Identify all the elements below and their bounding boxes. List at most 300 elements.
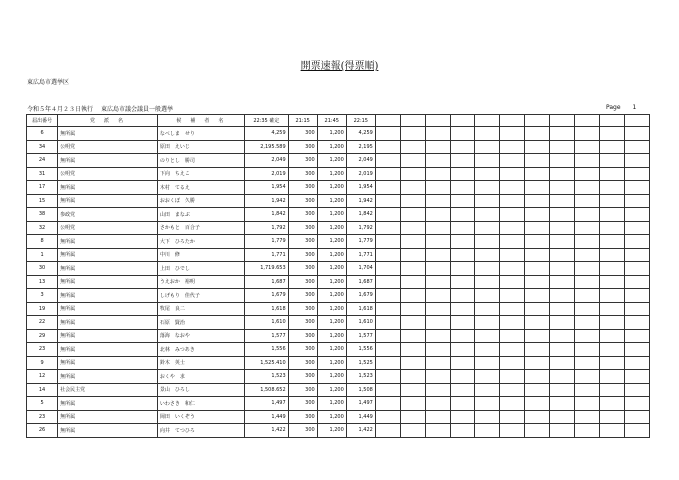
votes-2115-cell: 300 [288,424,317,438]
empty-cell [550,370,575,384]
votes-2215-cell: 1,523 [346,370,375,384]
number-cell: 38 [27,208,58,222]
empty-cell [400,208,425,222]
empty-cell [575,370,600,384]
votes-2145-cell: 1,200 [317,329,346,343]
empty-cell [599,221,624,235]
candidate-cell: しげもり 佳代子 [157,289,244,303]
votes-2145-cell: 1,200 [317,410,346,424]
empty-cell [599,329,624,343]
empty-cell [525,410,550,424]
votes-2115-cell: 300 [288,397,317,411]
election-date: 令和５年４月２３日執行 [27,106,94,113]
empty-cell [450,329,475,343]
table-row [27,302,650,316]
table-row [27,194,650,208]
party-cell: 無所属 [58,316,158,330]
empty-cell [375,248,400,262]
empty-cell [550,262,575,276]
candidate-cell: おおくぼ 久勝 [157,194,244,208]
empty-cell [575,235,600,249]
empty-cell [425,140,450,154]
empty-cell [400,329,425,343]
votes-2115-cell: 300 [288,289,317,303]
results-table [26,114,650,438]
votes-2115-cell: 300 [288,343,317,357]
empty-cell [425,127,450,141]
empty-cell [375,302,400,316]
votes-2145-cell: 1,200 [317,275,346,289]
votes-final-cell: 1,719.653 [245,262,289,276]
votes-final-cell: 1,771 [245,248,289,262]
empty-cell [624,343,649,357]
empty-cell [450,302,475,316]
party-cell: 無所属 [58,235,158,249]
report-title [0,57,679,72]
empty-cell [599,316,624,330]
votes-2215-cell: 1,508 [346,383,375,397]
candidate-cell: 岡田 いくぞう [157,410,244,424]
empty-cell [525,262,550,276]
empty-cell [599,235,624,249]
empty-cell [500,424,525,438]
empty-cell [450,154,475,168]
table-row [27,167,650,181]
empty-cell [525,370,550,384]
empty-cell [475,329,500,343]
votes-final-cell: 1,577 [245,329,289,343]
votes-2115-cell: 300 [288,208,317,222]
votes-final-cell: 1,422 [245,424,289,438]
votes-2215-cell: 2,195 [346,140,375,154]
votes-2145-cell: 1,200 [317,248,346,262]
votes-final-cell: 2,049 [245,154,289,168]
empty-cell [400,235,425,249]
votes-final-cell: 2,195.589 [245,140,289,154]
party-cell: 無所属 [58,154,158,168]
empty-cell [575,221,600,235]
empty-cell [550,410,575,424]
empty-cell [500,316,525,330]
party-cell: 無所属 [58,262,158,276]
empty-cell [575,275,600,289]
empty-cell [500,167,525,181]
empty-cell [575,383,600,397]
empty-cell [400,140,425,154]
empty-cell [475,410,500,424]
empty-cell [525,302,550,316]
party-cell: 公明党 [58,167,158,181]
votes-2115-cell: 300 [288,302,317,316]
empty-cell [550,316,575,330]
votes-2215-cell: 1,556 [346,343,375,357]
party-cell: 公明党 [58,140,158,154]
candidate-cell: 下向 ちえこ [157,167,244,181]
empty-cell [425,154,450,168]
header-empty [425,115,450,127]
empty-cell [575,356,600,370]
empty-cell [400,248,425,262]
votes-2215-cell: 1,779 [346,235,375,249]
empty-cell [525,356,550,370]
votes-2115-cell: 300 [288,383,317,397]
empty-cell [525,424,550,438]
empty-cell [550,194,575,208]
votes-final-cell: 1,792 [245,221,289,235]
header-empty [525,115,550,127]
votes-2115-cell: 300 [288,181,317,195]
empty-cell [624,140,649,154]
number-cell: 17 [27,181,58,195]
number-cell: 8 [27,235,58,249]
empty-cell [400,262,425,276]
empty-cell [550,424,575,438]
party-cell: 無所属 [58,289,158,303]
empty-cell [475,167,500,181]
empty-cell [375,383,400,397]
table-row [27,181,650,195]
empty-cell [450,248,475,262]
votes-2215-cell: 1,954 [346,181,375,195]
number-cell: 23 [27,410,58,424]
party-cell: 無所属 [58,424,158,438]
number-cell: 3 [27,289,58,303]
empty-cell [450,262,475,276]
votes-2145-cell: 1,200 [317,383,346,397]
number-cell: 32 [27,221,58,235]
number-cell: 6 [27,127,58,141]
empty-cell [450,208,475,222]
votes-2215-cell: 1,687 [346,275,375,289]
candidate-cell: 中川 修 [157,248,244,262]
empty-cell [475,343,500,357]
empty-cell [500,194,525,208]
empty-cell [575,167,600,181]
empty-cell [450,275,475,289]
header-time-2115: 21:15 [288,115,317,127]
empty-cell [425,302,450,316]
empty-cell [375,127,400,141]
empty-cell [475,194,500,208]
empty-cell [550,154,575,168]
votes-final-cell: 1,942 [245,194,289,208]
number-cell: 30 [27,262,58,276]
empty-cell [550,235,575,249]
empty-cell [375,208,400,222]
empty-cell [500,302,525,316]
empty-cell [624,383,649,397]
empty-cell [425,329,450,343]
empty-cell [450,127,475,141]
header-empty [400,115,425,127]
votes-final-cell: 1,508.652 [245,383,289,397]
header-empty [624,115,649,127]
votes-2145-cell: 1,200 [317,316,346,330]
party-cell: 無所属 [58,302,158,316]
table-row [27,383,650,397]
empty-cell [475,181,500,195]
empty-cell [400,316,425,330]
empty-cell [425,397,450,411]
empty-cell [575,302,600,316]
votes-2115-cell: 300 [288,140,317,154]
empty-cell [425,235,450,249]
candidate-cell: 落海 なおや [157,329,244,343]
votes-2215-cell: 1,618 [346,302,375,316]
empty-cell [525,397,550,411]
candidate-cell: 石原 賢治 [157,316,244,330]
empty-cell [375,167,400,181]
votes-final-cell: 1,525.410 [245,356,289,370]
empty-cell [375,397,400,411]
empty-cell [624,302,649,316]
empty-cell [450,235,475,249]
empty-cell [475,262,500,276]
empty-cell [375,140,400,154]
empty-cell [375,235,400,249]
votes-2145-cell: 1,200 [317,194,346,208]
party-cell: 無所属 [58,127,158,141]
votes-2215-cell: 1,792 [346,221,375,235]
empty-cell [375,221,400,235]
empty-cell [575,127,600,141]
empty-cell [525,127,550,141]
empty-cell [450,383,475,397]
votes-final-cell: 1,842 [245,208,289,222]
empty-cell [450,221,475,235]
table-row [27,275,650,289]
party-cell: 無所属 [58,194,158,208]
empty-cell [550,397,575,411]
empty-cell [525,208,550,222]
empty-cell [575,140,600,154]
party-cell: 参政党 [58,208,158,222]
votes-final-cell: 1,687 [245,275,289,289]
votes-2215-cell: 1,525 [346,356,375,370]
header-time-final: 22:35 確定 [245,115,289,127]
party-cell: 無所属 [58,343,158,357]
party-cell: 無所属 [58,410,158,424]
empty-cell [624,370,649,384]
votes-2145-cell: 1,200 [317,181,346,195]
number-cell: 31 [27,167,58,181]
empty-cell [500,181,525,195]
empty-cell [550,329,575,343]
votes-2115-cell: 300 [288,154,317,168]
empty-cell [475,221,500,235]
empty-cell [599,410,624,424]
empty-cell [599,181,624,195]
empty-cell [500,410,525,424]
empty-cell [550,302,575,316]
table-row [27,343,650,357]
empty-cell [575,329,600,343]
empty-cell [550,221,575,235]
table-row [27,329,650,343]
empty-cell [575,343,600,357]
empty-cell [599,208,624,222]
empty-cell [400,356,425,370]
candidate-cell: 上田 ひでし [157,262,244,276]
empty-cell [425,275,450,289]
party-cell: 公明党 [58,221,158,235]
empty-cell [624,154,649,168]
empty-cell [599,302,624,316]
header-empty [550,115,575,127]
empty-cell [450,397,475,411]
empty-cell [624,329,649,343]
empty-cell [525,316,550,330]
empty-cell [624,289,649,303]
empty-cell [425,410,450,424]
empty-cell [375,154,400,168]
empty-cell [375,424,400,438]
empty-cell [475,397,500,411]
votes-2215-cell: 1,577 [346,329,375,343]
empty-cell [425,167,450,181]
empty-cell [575,262,600,276]
empty-cell [450,167,475,181]
table-row [27,262,650,276]
header-time-2215: 22:15 [346,115,375,127]
votes-2215-cell: 4,259 [346,127,375,141]
empty-cell [624,127,649,141]
district-label: 東広島市選挙区 [27,79,70,86]
candidate-cell: さかもと 百合子 [157,221,244,235]
empty-cell [500,370,525,384]
number-cell: 22 [27,316,58,330]
table-header-row [27,115,650,127]
header-empty [599,115,624,127]
header-empty [375,115,400,127]
empty-cell [425,424,450,438]
empty-cell [500,208,525,222]
header-empty [450,115,475,127]
empty-cell [599,397,624,411]
votes-final-cell: 1,556 [245,343,289,357]
votes-2215-cell: 1,942 [346,194,375,208]
votes-2145-cell: 1,200 [317,208,346,222]
table-row [27,316,650,330]
empty-cell [599,127,624,141]
empty-cell [400,154,425,168]
empty-cell [475,424,500,438]
votes-2115-cell: 300 [288,194,317,208]
empty-cell [624,410,649,424]
votes-final-cell: 1,618 [245,302,289,316]
empty-cell [550,167,575,181]
empty-cell [599,289,624,303]
page-label: Page [606,104,621,111]
empty-cell [550,275,575,289]
empty-cell [500,127,525,141]
empty-cell [375,316,400,330]
votes-2215-cell: 1,704 [346,262,375,276]
candidate-cell: 鈴木 英士 [157,356,244,370]
empty-cell [599,248,624,262]
empty-cell [400,221,425,235]
empty-cell [599,370,624,384]
empty-cell [525,383,550,397]
empty-cell [425,383,450,397]
empty-cell [400,370,425,384]
empty-cell [550,248,575,262]
empty-cell [575,248,600,262]
table-row [27,127,650,141]
table-row [27,410,650,424]
empty-cell [375,262,400,276]
votes-final-cell: 1,523 [245,370,289,384]
empty-cell [525,275,550,289]
votes-2145-cell: 1,200 [317,167,346,181]
header-empty [500,115,525,127]
empty-cell [500,329,525,343]
empty-cell [450,194,475,208]
party-cell: 無所属 [58,275,158,289]
number-cell: 12 [27,370,58,384]
empty-cell [624,194,649,208]
empty-cell [400,424,425,438]
votes-2215-cell: 1,610 [346,316,375,330]
empty-cell [575,316,600,330]
votes-2115-cell: 300 [288,127,317,141]
empty-cell [525,235,550,249]
candidate-cell: おくや 求 [157,370,244,384]
votes-2115-cell: 300 [288,316,317,330]
votes-2115-cell: 300 [288,235,317,249]
empty-cell [475,370,500,384]
votes-2115-cell: 300 [288,410,317,424]
candidate-cell: いわさき 和仁 [157,397,244,411]
candidate-cell: のりとし 勝司 [157,154,244,168]
number-cell: 29 [27,329,58,343]
candidate-cell: 大下 ひろたか [157,235,244,249]
empty-cell [475,248,500,262]
empty-cell [500,356,525,370]
empty-cell [624,221,649,235]
empty-cell [400,343,425,357]
votes-final-cell: 2,019 [245,167,289,181]
votes-final-cell: 1,679 [245,289,289,303]
empty-cell [525,329,550,343]
empty-cell [425,316,450,330]
votes-2215-cell: 1,422 [346,424,375,438]
votes-final-cell: 4,259 [245,127,289,141]
empty-cell [475,154,500,168]
header-empty [475,115,500,127]
number-cell: 15 [27,194,58,208]
empty-cell [450,181,475,195]
number-cell: 1 [27,248,58,262]
number-cell: 5 [27,397,58,411]
table-row [27,289,650,303]
number-cell: 34 [27,140,58,154]
votes-2145-cell: 1,200 [317,343,346,357]
empty-cell [525,154,550,168]
table-row [27,248,650,262]
page-indicator [606,104,648,111]
table-row [27,235,650,249]
empty-cell [575,208,600,222]
number-cell: 13 [27,275,58,289]
empty-cell [624,397,649,411]
table-row [27,140,650,154]
votes-2215-cell: 1,679 [346,289,375,303]
table-row [27,221,650,235]
empty-cell [475,140,500,154]
empty-cell [575,181,600,195]
empty-cell [550,289,575,303]
